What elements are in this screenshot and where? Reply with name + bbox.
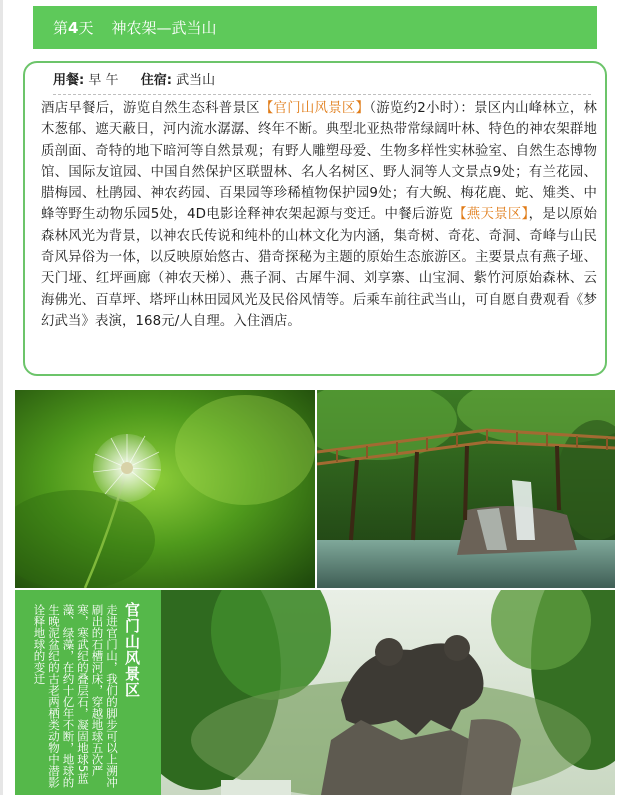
stay-value: 武当山 <box>176 73 216 88</box>
itinerary-description: 酒店早餐后，游览自然生态科普景区【官门山风景区】（游览约2小时）：景区内山峰林立，林木葱郁、遮天蔽日，河内流水潺潺、终年不断。典型北亚热带常绿阔叶林、特色的神农架群地质剖面、奇特的地下暗河等自然景观；有野人雕塑母爱、生物多样性实林验室、自然生态博物馆、国际友谊园、中国自然保护区联盟林、名人名树区、野人洞等人文景点9处；有兰花园、腊梅园、杜鹃园、神农药园、百果园等珍稀植物保护园9处；有大鲵、梅花鹿、蛇、雉类、中蜂等野生动物乐园5处，4D电影诠释神农架起源与变迁。中餐后游览【燕天景区】，是以原始森林风光为背景，以神农氏传说和纯朴的山林文化为内涵，集奇树、奇花、奇洞、奇峰与山民奇风异俗为一体，以反映原始悠古、猎奇探秘为主题的原始生态旅游区。主要景点有燕子垭、天门垭、红坪画廊（神农天梯）、燕子洞、古犀牛洞、刘享寨、山宝洞、紫竹河原始森林、云海佛光、百草坪、塔坪山林田园风光及民俗风情等。后乘车前往武当山，可自愿自费观看《梦幻武当》表演，168元/人自理。入住酒店。 <box>41 101 598 329</box>
itinerary-detail-box <box>23 61 607 376</box>
meal-label: 用餐: <box>53 73 85 88</box>
savage-statue-photo <box>161 590 615 795</box>
meal-value: 早 午 <box>88 73 119 88</box>
scenic-intro-panel <box>15 590 161 795</box>
left-edge-rule <box>0 0 3 795</box>
spot-yantian-link: 【燕天景区】 <box>453 207 529 223</box>
day-banner <box>33 6 597 49</box>
stay-label: 住宿: <box>140 73 172 88</box>
day-number-label: 第4天 <box>53 19 94 37</box>
spot-guanmenshan-link: 【官门山风景区】 <box>259 101 370 116</box>
meal-stay-line <box>53 72 591 95</box>
panel-body: 走进官门山，我们的脚步可以上溯冲刷出的石槽河床，穿越地球五次严寒，寒武纪的叠层石，凝固地球5蓝藻、绿藻，在约十亿年不断，地球的生晚泥盆纪的古老两栖类动物中潜影诠释地球的变迁 <box>32 604 119 788</box>
wooden-walkway-waterfall-photo <box>317 390 615 588</box>
day-route-title: 神农架—武当山 <box>111 19 217 37</box>
panel-title: 官门山风景区 <box>123 602 141 698</box>
dandelion-photo <box>15 390 315 588</box>
